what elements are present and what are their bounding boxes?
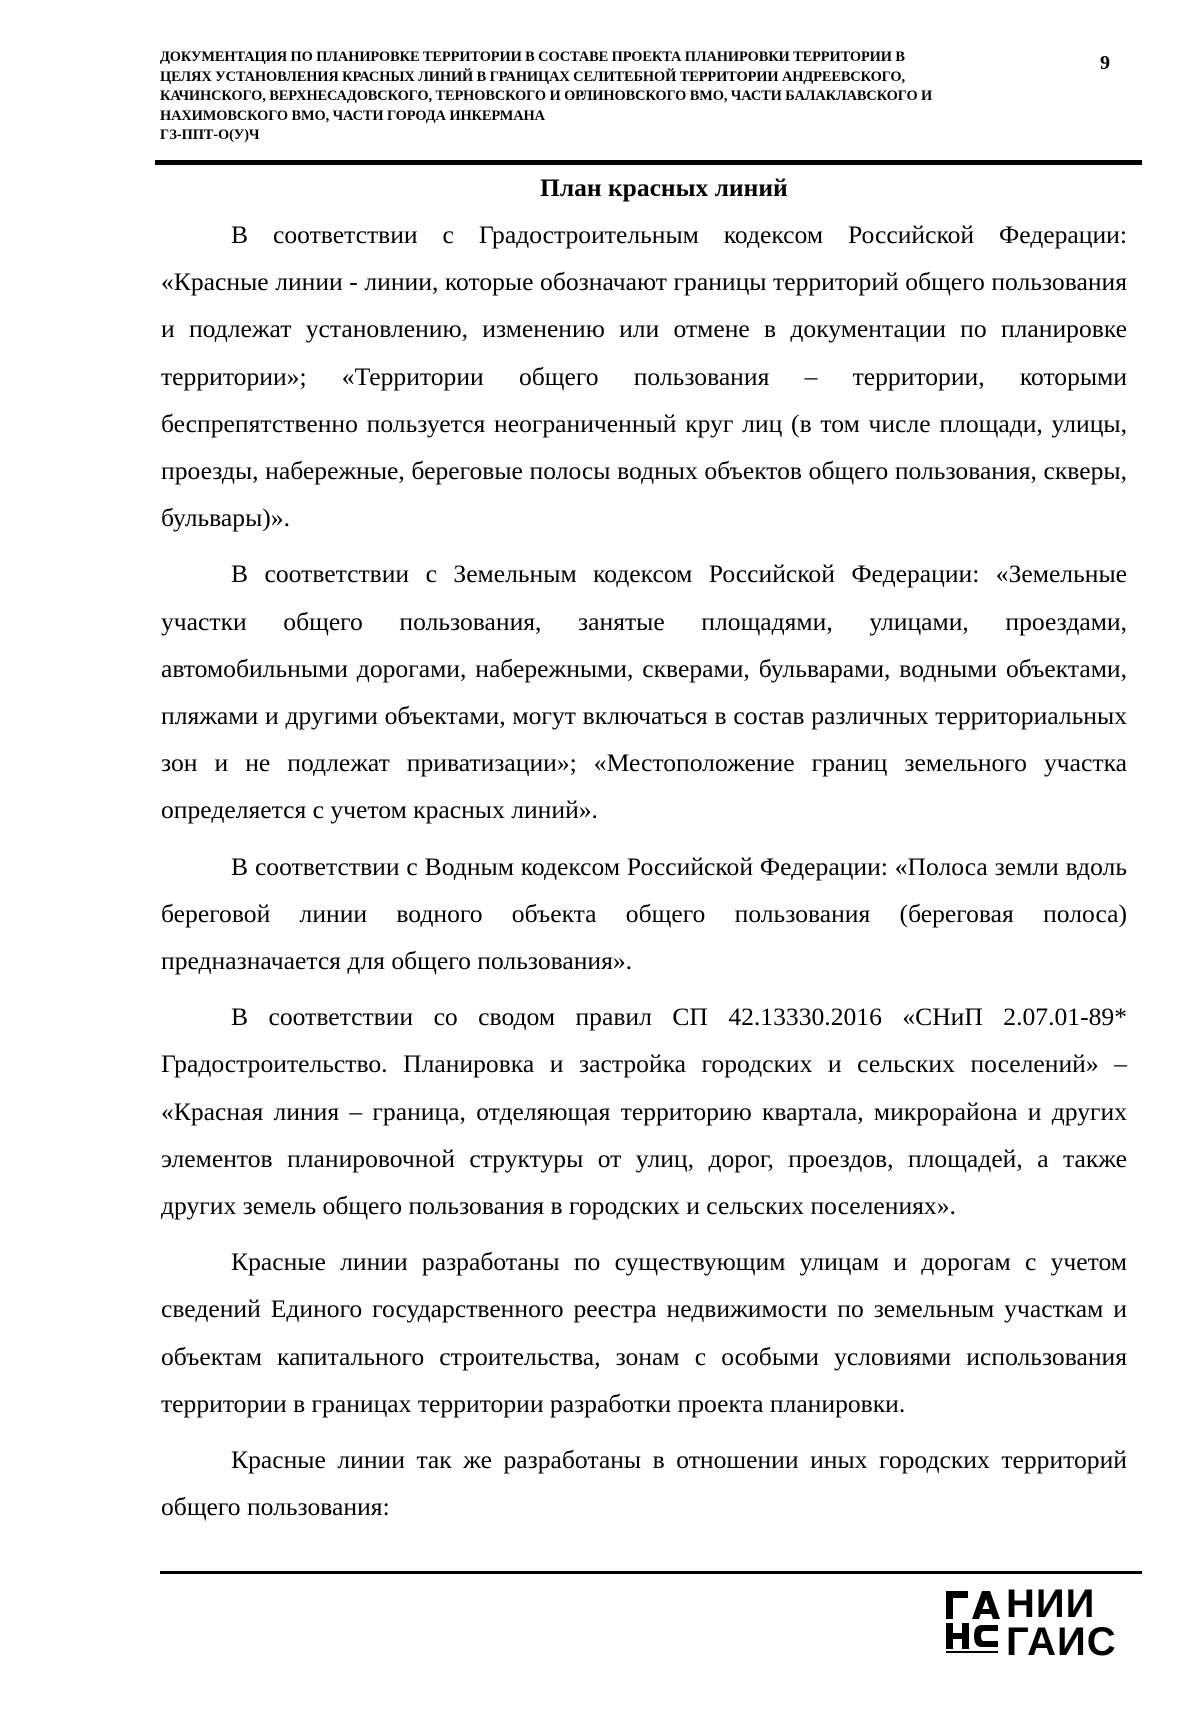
header-divider: [155, 160, 1142, 165]
footer-divider: [160, 1571, 1142, 1574]
logo-text-line1: НИИ: [1006, 1582, 1096, 1626]
header-line: НАХИМОВСКОГО ВМО, ЧАСТИ ГОРОДА ИНКЕРМАНА: [160, 107, 545, 124]
header-line: ДОКУМЕНТАЦИЯ ПО ПЛАНИРОВКЕ ТЕРРИТОРИИ В СОСТАВЕ ПРОЕКТА ПЛАНИРОВКИ ТЕРРИТОРИИ В: [160, 49, 905, 65]
document-body: [161, 211, 1127, 1530]
paragraph: В соответствии с Водным кодексом Российской Федерации: «Полоса земли вдоль береговой линии водного объекта общего пользования (береговая полоса) предназначается для общего пользования».: [161, 851, 1127, 976]
company-logo: [944, 1582, 1129, 1665]
document-header: [160, 48, 1060, 146]
paragraph: Красные линии так же разработаны в отношении иных городских территорий общего пользования:: [161, 1445, 1127, 1522]
paragraph: В соответствии со сводом правил СП 42.13330.2016 «СНиП 2.07.01-89* Градостроительство. Планировка и застройка городских и сельских поселений» – «Красная линия – граница, отделяющая территорию квартала, микрорайона и других элементов планировочной структуры от улиц, дорог, проездов, площадей, а также других земель общего пользования в городских и сельских поселениях».: [161, 1002, 1127, 1221]
document-code: ГЗ-ППТ-О(У)Ч: [160, 127, 260, 143]
section-title: План красных линий: [540, 173, 788, 202]
page-number: 9: [1100, 52, 1110, 74]
paragraph: В соответствии с Земельным кодексом Российской Федерации: «Земельные участки общего пользования, занятые площадями, улицами, проездами, автомобильными дорогами, набережными, скверами, бульварами, водными объектами, пляжами и другими объектами, могут включаться в состав различных территориальных зон и не подлежат приватизации»; «Местоположение границ земельного участка определяется с учетом красных линий».: [161, 559, 1127, 825]
header-line: КАЧИНСКОГО, ВЕРХНЕСАДОВСКОГО, ТЕРНОВСКОГО И ОРЛИНОВСКОГО ВМО, ЧАСТИ БАЛАКЛАВСКОГО И: [160, 88, 933, 104]
paragraph: Красные линии разработаны по существующим улицам и дорогам с учетом сведений Единого государственного реестра недвижимости по земельным участкам и объектам капитального строительства, зонам с особыми условиями использования территории в границах территории разработки проекта планировки.: [161, 1247, 1127, 1418]
logo-text-line2: ГАИС: [1006, 1620, 1117, 1664]
header-line: ЦЕЛЯХ УСТАНОВЛЕНИЯ КРАСНЫХ ЛИНИЙ В ГРАНИЦАХ СЕЛИТЕБНОЙ ТЕРРИТОРИИ АНДРЕЕВСКОГО,: [160, 68, 905, 85]
paragraph: В соответствии с Градостроительным кодексом Российской Федерации: «Красные линии - линии, которые обозначают границы территорий общего пользования и подлежат установлению, изменению или отмене в документации по планировке территории»; «Территории общего пользования – территории, которыми беспрепятственно пользуется неограниченный круг лиц (в том числе площади, улицы, проезды, набережные, береговые полосы водных объектов общего пользования, скверы, бульвары)».: [161, 220, 1127, 533]
ga-nc-logo-icon: [944, 1589, 1002, 1655]
